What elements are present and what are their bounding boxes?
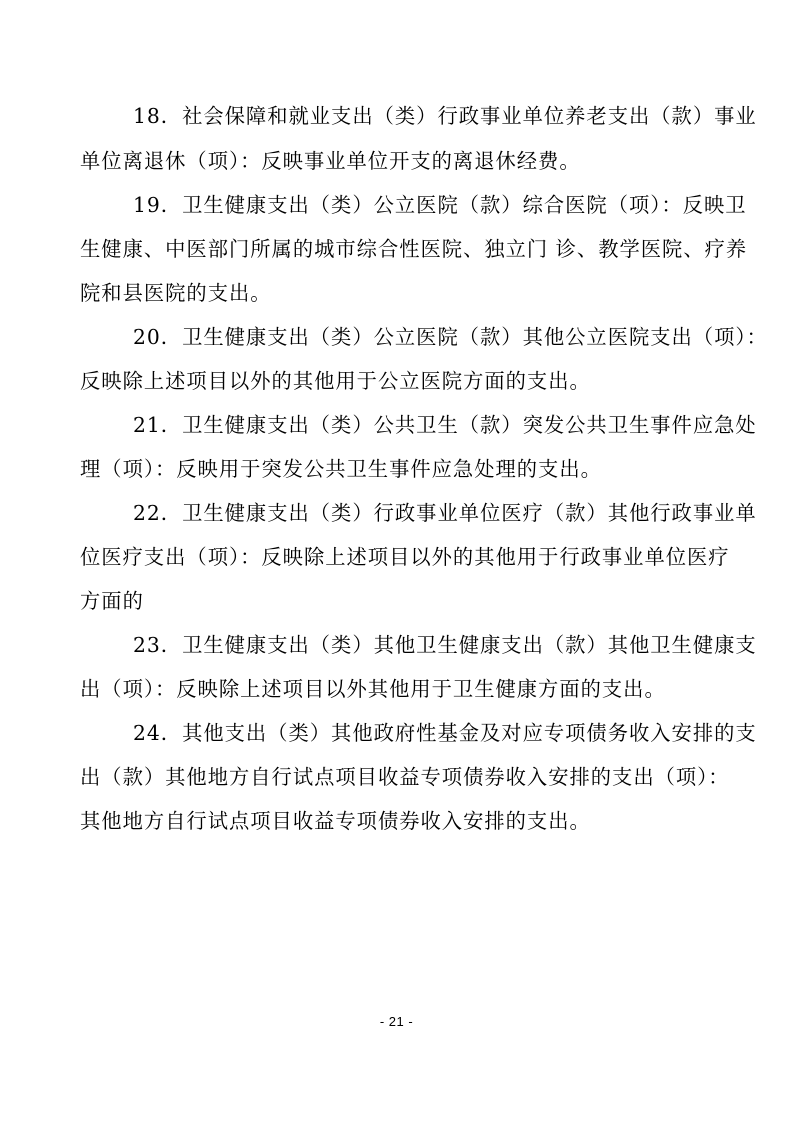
paragraph-22-line-3: 方面的 [80, 589, 144, 613]
paragraph-19-line-1: 19．卫生健康支出（类）公立医院（款）综合医院（项）：反映卫 [133, 193, 747, 217]
paragraph-21-line-2: 理（项）：反映用于突发公共卫生事件应急处理的支出。 [80, 457, 602, 481]
paragraph-19-line-2: 生健康、中医部门所属的城市综合性医院、独立门 诊、教学医院、疗养 [80, 237, 748, 261]
page-number: - 21 - [379, 1014, 414, 1029]
paragraph-23-line-1: 23．卫生健康支出（类）其他卫生健康支出（款）其他卫生健康支 [133, 633, 757, 657]
paragraph-18-line-2: 单位离退休（项）：反映事业单位开支的离退休经费。 [80, 149, 581, 173]
paragraph-22-line-1: 22．卫生健康支出（类）行政事业单位医疗（款）其他行政事业单 [133, 501, 757, 525]
paragraph-21-line-1: 21．卫生健康支出（类）公共卫生（款）突发公共卫生事件应急处 [133, 413, 757, 437]
paragraph-22-line-2: 位医疗支出（项）：反映除上述项目以外的其他用于行政事业单位医疗 [80, 545, 730, 569]
paragraph-24-line-2: 出（款）其他地方自行试点项目收益专项债券收入安排的支出（项）： [80, 765, 730, 789]
paragraph-18-line-1: 18．社会保障和就业支出（类）行政事业单位养老支出（款）事业 [133, 104, 757, 128]
paragraph-24-line-1: 24．其他支出（类）其他政府性基金及对应专项债务收入安排的支 [133, 721, 757, 745]
paragraph-20-line-1: 20．卫生健康支出（类）公立医院（款）其他公立医院支出（项）： [133, 325, 768, 349]
paragraph-24-line-3: 其他地方自行试点项目收益专项债券收入安排的支出。 [80, 809, 591, 833]
paragraph-23-line-2: 出（项）：反映除上述项目以外其他用于卫生健康方面的支出。 [80, 677, 666, 701]
paragraph-20-line-2: 反映除上述项目以外的其他用于公立医院方面的支出。 [80, 369, 591, 393]
paragraph-19-line-3: 院和县医院的支出。 [80, 281, 272, 305]
